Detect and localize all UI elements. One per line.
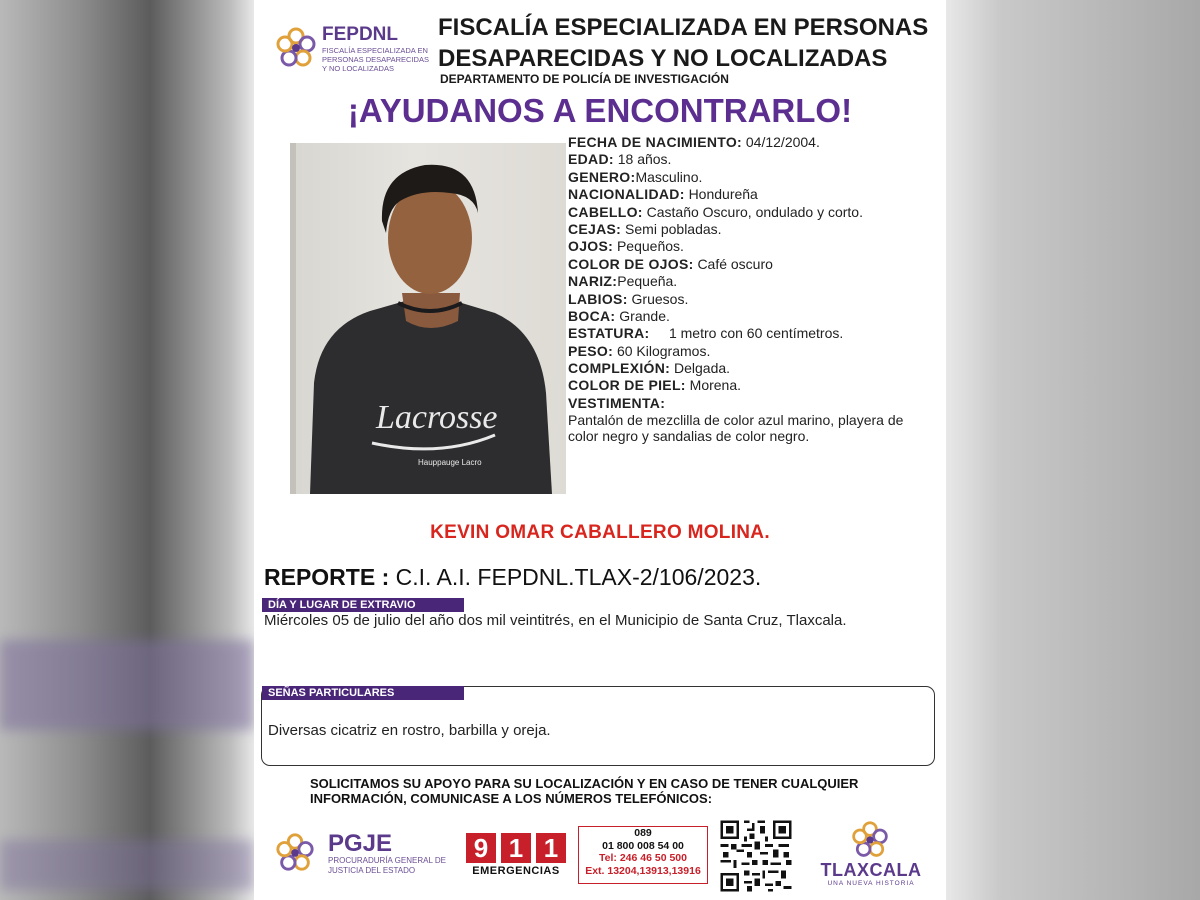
detail-row: [568, 291, 938, 308]
detail-value: 18 años.: [617, 151, 672, 168]
agency-title-line: DESAPARECIDAS Y NO LOCALIZADAS: [438, 45, 888, 72]
tlaxcala-name: TLAXCALA: [820, 860, 922, 880]
detail-value: Morena.: [689, 377, 742, 394]
detail-row: [568, 256, 938, 273]
detail-label: NACIONALIDAD:: [568, 186, 685, 203]
detail-label: GENERO:: [568, 168, 636, 185]
clothing-description: Pantalón de mezclilla de color azul marino, playera de color negro y sandalias de color negro.: [568, 412, 904, 445]
e911-digit: 1: [536, 833, 566, 863]
request-line: INFORMACIÓN, COMUNICASE A LOS NÚMEROS TELEFÓNICOS:: [310, 791, 713, 806]
detail-label: OJOS:: [568, 238, 614, 255]
senas-text: Diversas cicatriz en rostro, barbilla y oreja.: [268, 722, 551, 739]
detail-value: Grande.: [619, 307, 670, 324]
logo-name: FEPDNL: [322, 24, 398, 45]
detail-row: [568, 151, 938, 168]
qr-code-icon: [718, 818, 794, 894]
detail-row: [568, 169, 938, 186]
shirt-print: Lacrosse: [376, 399, 498, 436]
request-line: SOLICITAMOS SU APOYO PARA SU LOCALIZACIÓN Y EN CASO DE TENER CUALQUIER: [310, 776, 859, 791]
detail-row: [568, 395, 938, 412]
detail-value: Pequeña.: [617, 273, 678, 290]
missing-person-poster: [254, 0, 946, 900]
report-label: REPORTE :: [264, 564, 390, 590]
detail-row: [568, 238, 938, 255]
background-blur: [0, 840, 254, 890]
shirt-print-sub: Hauppauge Lacro: [418, 458, 482, 467]
person-photo-illustration: [290, 143, 566, 494]
detail-value: Semi pobladas.: [625, 220, 722, 237]
report-number: [264, 564, 761, 591]
detail-label: CABELLO:: [568, 203, 643, 220]
phone-line: Ext. 13204,13913,13916: [585, 864, 701, 877]
detail-value: 04/12/2004.: [745, 134, 820, 150]
flower-logo-icon: [274, 26, 318, 70]
extravio-text: Miércoles 05 de julio del año dos mil veintitrés, en el Municipio de Santa Cruz, Tlaxcala.: [264, 612, 847, 629]
pgje-name: PGJE: [328, 830, 393, 857]
detail-row: [568, 221, 938, 238]
detail-row: [568, 343, 938, 360]
detail-label: PESO:: [568, 342, 614, 359]
detail-label: EDAD:: [568, 151, 614, 168]
phone-line: Tel: 246 46 50 500: [599, 852, 687, 864]
pgje-flower-icon: [274, 832, 316, 874]
emergency-911-logo: [466, 833, 566, 879]
detail-value: 60 Kilogramos.: [616, 342, 711, 359]
detail-value: Masculino.: [635, 168, 703, 185]
detail-value: 1 metro con 60 centímetros.: [668, 325, 844, 342]
person-name: KEVIN OMAR CABALLERO MOLINA.: [430, 522, 770, 543]
headline: ¡AYUDANOS A ENCONTRARLO!: [347, 92, 853, 129]
pgje-subtitle: PROCURADURÍA GENERAL DE JUSTICIA DEL ESTADO: [328, 856, 446, 875]
fepdnl-logo: [274, 24, 434, 80]
detail-label: COMPLEXIÓN:: [568, 360, 671, 377]
department-name: DEPARTAMENTO DE POLICÍA DE INVESTIGACIÓN: [440, 72, 729, 86]
e911-digit: 1: [501, 833, 531, 863]
detail-label: BOCA:: [568, 307, 616, 324]
detail-value: Café oscuro: [697, 255, 773, 272]
detail-row: [568, 134, 938, 151]
detail-label: CEJAS:: [568, 220, 622, 237]
e911-label: EMERGENCIAS: [472, 865, 560, 877]
detail-row: [568, 273, 938, 290]
detail-value: Gruesos.: [631, 290, 689, 307]
background-blur: [0, 640, 254, 730]
agency-title: [438, 12, 938, 74]
detail-label: LABIOS:: [568, 290, 628, 307]
agency-title-line: FISCALÍA ESPECIALIZADA EN PERSONAS: [438, 14, 929, 41]
detail-row: [568, 204, 938, 221]
logo-subtitle: FISCALÍA ESPECIALIZADA EN PERSONAS DESAPARECIDAS Y NO LOCALIZADAS: [322, 46, 429, 73]
person-photo: [290, 143, 566, 494]
detail-value: Castaño Oscuro, ondulado y corto.: [646, 203, 863, 220]
detail-row: [568, 377, 938, 394]
tlaxcala-slogan: UNA NUEVA HISTORIA: [827, 880, 915, 887]
detail-row: [568, 325, 938, 342]
detail-label: ESTATURA:: [568, 325, 650, 342]
detail-label: COLOR DE PIEL:: [568, 377, 686, 394]
e911-digit: 9: [466, 833, 496, 863]
phone-numbers: [578, 826, 708, 884]
detail-row: [568, 308, 938, 325]
detail-label: VESTIMENTA:: [568, 394, 666, 411]
detail-label: NARIZ:: [568, 273, 618, 290]
report-value: C.I. A.I. FEPDNL.TLAX-2/106/2023.: [395, 564, 762, 590]
phone-line: 01 800 008 54 00: [602, 839, 684, 852]
phone-line: 089: [634, 827, 652, 839]
detail-label: FECHA DE NACIMIENTO:: [568, 134, 742, 150]
detail-value: Hondureña: [688, 186, 758, 203]
detail-row: [568, 186, 938, 203]
extravio-label: DÍA Y LUGAR DE EXTRAVIO: [262, 598, 464, 612]
detail-label: COLOR DE OJOS:: [568, 255, 694, 272]
person-details: [568, 134, 938, 444]
detail-value: Delgada.: [673, 360, 731, 377]
tlaxcala-flower-icon: [850, 820, 890, 860]
detail-value: Pequeños.: [616, 238, 684, 255]
request-text: [310, 776, 910, 806]
senas-label: SEÑAS PARTICULARES: [262, 686, 464, 700]
detail-row: [568, 360, 938, 377]
